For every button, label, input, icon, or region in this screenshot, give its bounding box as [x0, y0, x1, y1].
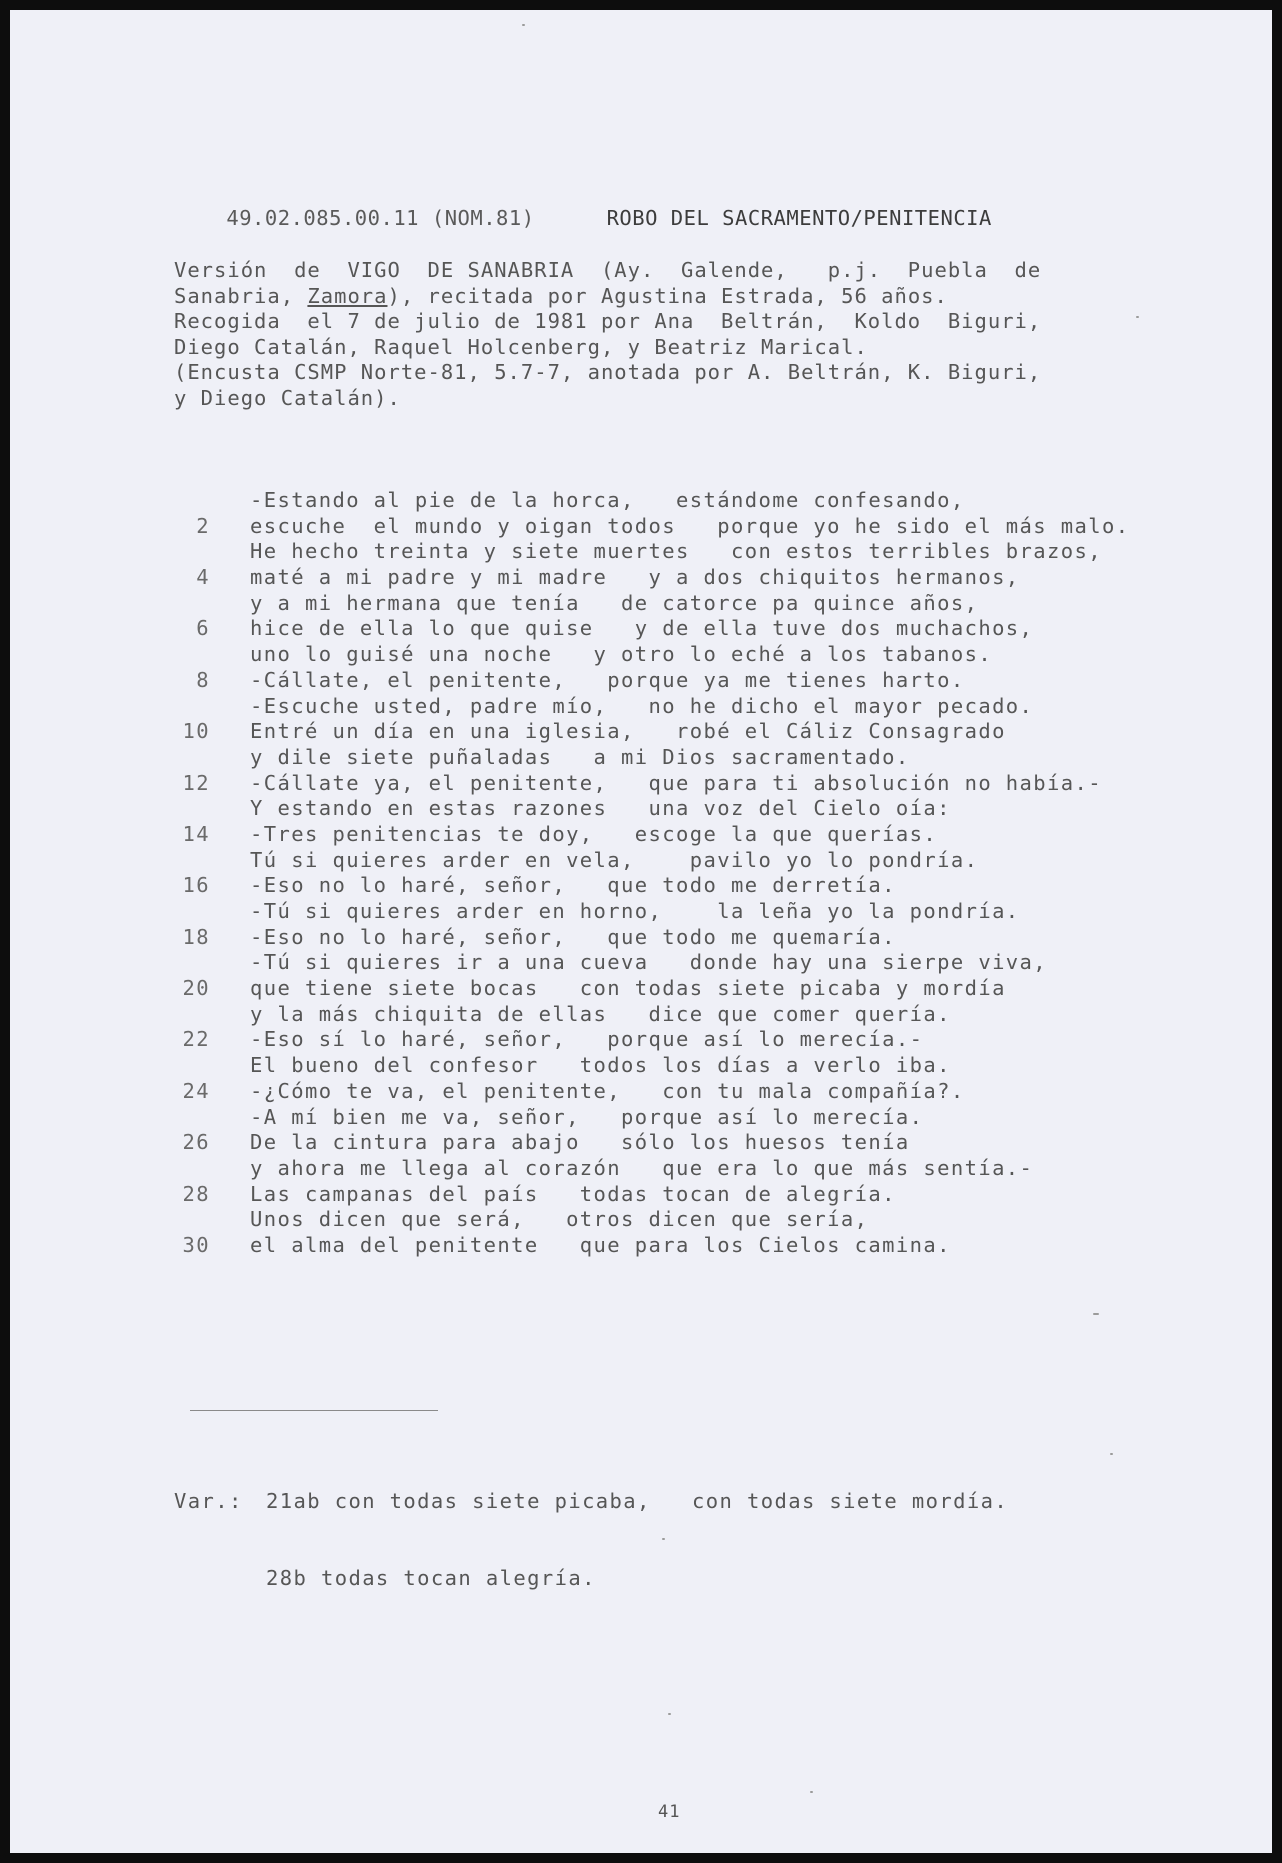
verse-number: 26 [182, 1130, 210, 1155]
verse-text: Y estando en estas razones una voz del Cielo oía: [250, 796, 951, 821]
scan-speck [522, 24, 525, 26]
verse-number: 16 [182, 873, 210, 898]
verse-line [160, 565, 1240, 591]
verse-text: -Tres penitencias te doy, escoge la que querías. [250, 821, 938, 846]
verse-line [160, 1233, 1240, 1259]
verse-line [160, 1105, 1240, 1131]
variant-line [174, 1489, 1008, 1515]
page-number: 41 [658, 1802, 681, 1822]
verse-text: y ahora me llega al corazón que era lo que más sentía.- [250, 1155, 1034, 1180]
verse-text: El bueno del confesor todos los días a verlo iba. [250, 1053, 951, 1078]
intro-line: Diego Catalán, Raquel Holcenberg, y Beatriz Marical. [174, 334, 868, 359]
verse-line [160, 668, 1240, 694]
intro-line: y Diego Catalán). [174, 385, 401, 410]
verse-number: 28 [182, 1181, 210, 1206]
verse-text: y a mi hermana que tenía de catorce pa quince años, [250, 590, 979, 615]
verse-number: 12 [182, 770, 210, 795]
verse-text: -Escuche usted, padre mío, no he dicho el mayor pecado. [250, 693, 1034, 718]
intro-line: (Encusta CSMP Norte-81, 5.7-7, anotada por A. Beltrán, K. Biguri, [174, 360, 1042, 384]
verse-line [160, 719, 1240, 745]
verse-text: que tiene siete bocas con todas siete picaba y mordía [250, 976, 1006, 1001]
verse-line [160, 539, 1240, 565]
scan-speck [1110, 1453, 1113, 1455]
verse-number: 18 [182, 924, 210, 949]
verse-text: -Tú si quieres arder en horno, la leña yo la pondría. [250, 899, 1020, 923]
document-page [10, 10, 1272, 1853]
verse-text: hice de ella lo que quise y de ella tuve dos muchachos, [250, 616, 1034, 641]
verse-text: -¿Cómo te va, el penitente, con tu mala compañía?. [250, 1078, 965, 1103]
verse-number: 6 [196, 616, 210, 641]
verse-line [160, 694, 1240, 720]
verse-line [160, 616, 1240, 642]
intro-line [174, 284, 1184, 310]
verse-line [160, 848, 1240, 874]
verse-number: 4 [196, 565, 210, 590]
verse-text: Entré un día en una iglesia, robé el Cáliz Consagrado [250, 719, 1006, 744]
verse-text: el alma del penitente que para los Cielos camina. [250, 1232, 951, 1257]
document-header [175, 182, 992, 254]
verse-line [160, 873, 1240, 899]
verse-number: 10 [182, 719, 210, 744]
verse-line [160, 822, 1240, 848]
verse-line [160, 796, 1240, 822]
version-intro [174, 258, 1184, 411]
catalog-reference: 49.02.085.00.11 (NOM.81) [226, 206, 535, 230]
variants-label: Var.: [174, 1489, 243, 1513]
verse-text: -Tú si quieres ir a una cueva donde hay una sierpe viva, [250, 950, 1048, 975]
verse-line [160, 1079, 1240, 1105]
intro-line: Recogida el 7 de julio de 1981 por Ana Beltrán, Koldo Biguri, [174, 309, 1042, 333]
verse-text: -A mí bien me va, señor, porque así lo merecía. [250, 1104, 924, 1129]
verse-number: 14 [182, 821, 210, 846]
verse-text: Las campanas del país todas tocan de alegría. [250, 1181, 896, 1206]
verse-line [160, 745, 1240, 771]
scan-speck [1093, 1313, 1099, 1315]
verse-text: -Eso no lo haré, señor, que todo me quemaría. [250, 924, 896, 949]
variant-line [174, 1566, 1008, 1592]
scan-speck [810, 1791, 813, 1793]
verse-text: -Eso sí lo haré, señor, porque así lo merecía.- [250, 1027, 924, 1052]
verse-text: y dile siete puñaladas a mi Dios sacramentado. [250, 744, 910, 769]
variants-note [174, 1438, 1008, 1642]
verse-text: Unos dicen que será, otros dicen que sería, [250, 1207, 869, 1232]
verse-line [160, 771, 1240, 797]
verse-line [160, 514, 1240, 540]
variant-text: 21ab con todas siete picaba, con todas siete mordía. [266, 1489, 1009, 1513]
verse-text: uno lo guisé una noche y otro lo eché a los tabanos. [250, 642, 993, 667]
verse-line [160, 976, 1240, 1002]
verse-line [160, 488, 1240, 514]
verse-number: 22 [182, 1027, 210, 1052]
variant-text: 28b todas tocan alegría. [266, 1565, 596, 1590]
verse-line [160, 591, 1240, 617]
verse-text: -Cállate, el penitente, porque ya me tienes harto. [250, 667, 965, 692]
verse-line [160, 1002, 1240, 1028]
verse-line [160, 1027, 1240, 1053]
verse-line [160, 925, 1240, 951]
verse-line [160, 642, 1240, 668]
verse-text: De la cintura para abajo sólo los huesos tenía [250, 1130, 910, 1155]
verse-number: 24 [182, 1078, 210, 1103]
scan-speck [662, 1538, 665, 1540]
verse-text: -Eso no lo haré, señor, que todo me derretía. [250, 873, 896, 898]
verse-text: Tú si quieres arder en vela, pavilo yo lo pondría. [250, 847, 979, 872]
verse-text: -Estando al pie de la horca, estándome confesando, [250, 488, 965, 512]
intro-text: Sanabria, [174, 283, 308, 308]
intro-text: ), recitada por Agustina Estrada, 56 años. [387, 283, 948, 308]
verse-text: maté a mi padre y mi madre y a dos chiquitos hermanos, [250, 565, 1020, 590]
verse-line [160, 1130, 1240, 1156]
verse-text: y la más chiquita de ellas dice que comer quería. [250, 1001, 951, 1026]
scan-speck [668, 1713, 671, 1715]
verse-line [160, 950, 1240, 976]
verse-number: 2 [196, 513, 210, 538]
verse-number: 8 [196, 667, 210, 692]
scan-speck [1136, 316, 1139, 318]
verse-text: escuche el mundo y oigan todos porque yo he sido el más malo. [250, 513, 1130, 538]
verse-number: 30 [182, 1232, 210, 1257]
intro-line: Versión de VIGO DE SANABRIA (Ay. Galende, p.j. Puebla de [174, 258, 1042, 282]
verse-line [160, 1053, 1240, 1079]
verse-line [160, 1182, 1240, 1208]
verse-line [160, 1156, 1240, 1182]
verse-number: 20 [182, 976, 210, 1001]
verse-line [160, 899, 1240, 925]
verse-text: -Cállate ya, el penitente, que para ti absolución no había.- [250, 770, 1103, 795]
ballad-text [160, 488, 1240, 1259]
ballad-title: ROBO DEL SACRAMENTO/PENITENCIA [606, 206, 992, 230]
province-underlined: Zamora [307, 283, 388, 308]
verse-line [160, 1207, 1240, 1233]
footnote-rule [190, 1410, 438, 1411]
verse-text: He hecho treinta y siete muertes con estos terribles brazos, [250, 539, 1103, 564]
